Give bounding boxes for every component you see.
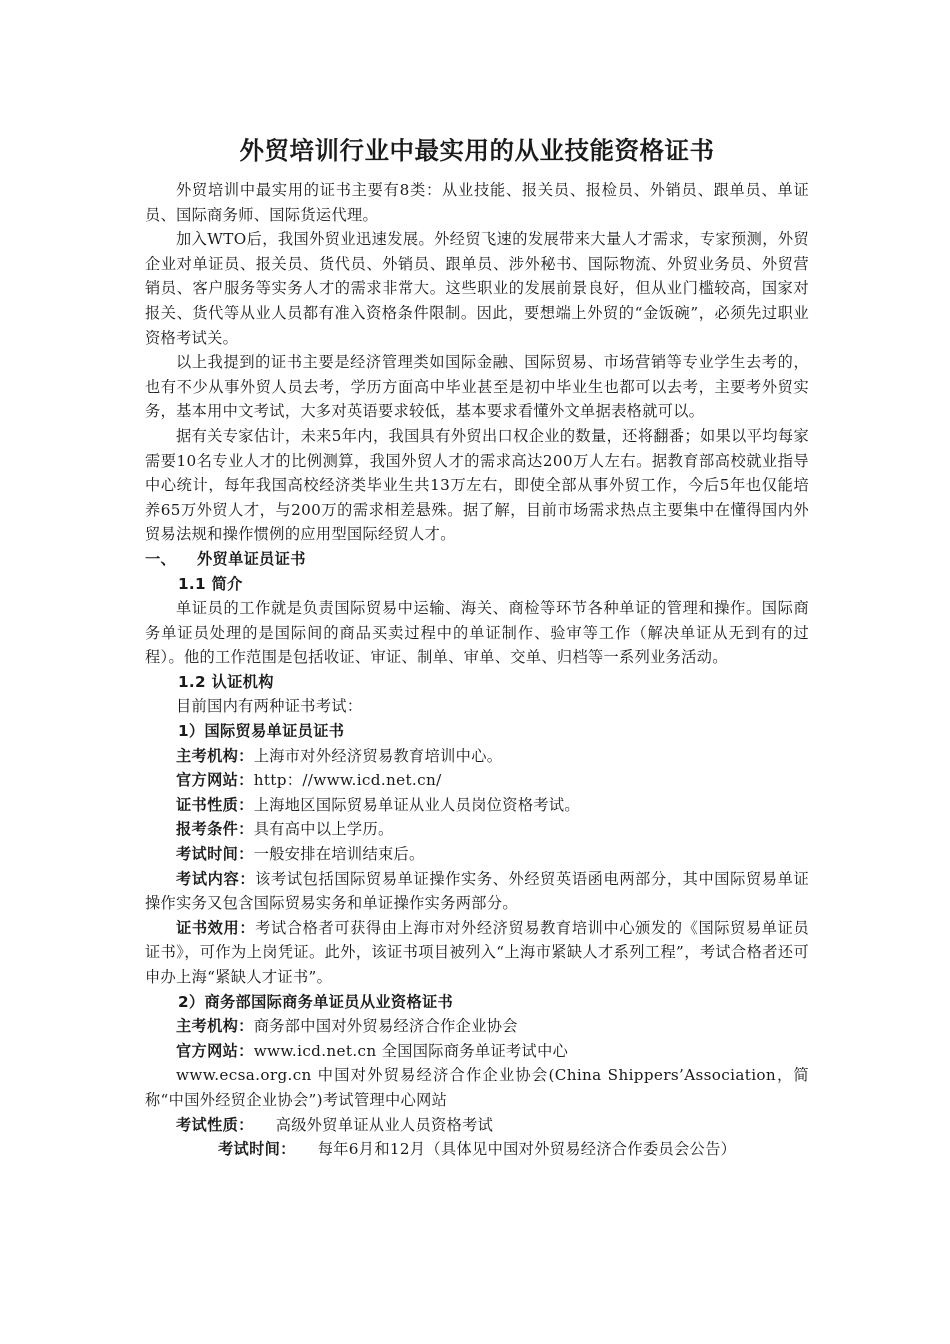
section-1-1-heading: 1.1 简介 bbox=[178, 574, 243, 593]
cert-2-site-label: 官方网站： bbox=[176, 1041, 254, 1060]
cert-1-nature-label: 证书性质： bbox=[176, 795, 254, 814]
cert-1-effect-label: 证书效用： bbox=[176, 918, 256, 937]
cert-2-time-value: 每年6月和12月（具体见中国对外贸易经济合作委员会公告） bbox=[317, 1140, 737, 1159]
cert-2-time bbox=[145, 1137, 809, 1162]
cert-1-heading: 1）国际贸易单证员证书 bbox=[178, 722, 345, 741]
section-1-heading bbox=[145, 547, 809, 572]
intro-paragraph-3: 以上我提到的证书主要是经济管理类如国际金融、国际贸易、市场营销等专业学生去考的，也有不少从事外贸人员去考，学历方面高中毕业甚至是初中毕业生也都可以去考，主要考外贸实务，基本用中文考试，大多对英语要求较低，基本要求看懂外文单据表格就可以。 bbox=[145, 353, 809, 421]
cert-1-effect-value: 考试合格者可获得由上海市对外经济贸易教育培训中心颁发的《国际贸易单证员证书》，可作为上岗凭证。此外，该证书项目被列入“上海市紧缺人才系列工程”，考试合格者还可申办上海“紧缺人才证书”。 bbox=[145, 918, 810, 986]
cert-2-time-label: 考试时间： bbox=[218, 1140, 296, 1159]
document-title: 外贸培训行业中最实用的从业技能资格证书 bbox=[239, 136, 715, 165]
cert-1-content-label: 考试内容： bbox=[176, 869, 256, 888]
cert-1-time bbox=[145, 842, 809, 867]
cert-1-req-value: 具有高中以上学历。 bbox=[253, 820, 394, 839]
cert-1-site-label: 官方网站： bbox=[176, 771, 254, 790]
cert-1-content bbox=[145, 867, 809, 916]
cert-2-nature-label: 考试性质： bbox=[176, 1115, 254, 1134]
cert-1-time-label: 考试时间： bbox=[176, 845, 254, 864]
cert-1-org bbox=[145, 744, 809, 769]
cert-1-org-value: 上海市对外经济贸易教育培训中心。 bbox=[253, 746, 503, 765]
cert-2-org-value: 商务部中国对外贸易经济合作企业协会 bbox=[253, 1017, 518, 1036]
cert-2-site-value: www.icd.net.cn 全国国际商务单证考试中心 bbox=[253, 1041, 569, 1060]
cert-2-nature-value: 高级外贸单证从业人员资格考试 bbox=[275, 1115, 494, 1134]
section-1-1-text: 单证员的工作就是负责国际贸易中运输、海关、商检等环节各种单证的管理和操作。国际商务单证员处理的是国际间的商品买卖过程中的单证制作、验审等工作（解决单证从无到有的过程）。他的工作范围是包括收证、审证、制单、审单、交单、归档等一系列业务活动。 bbox=[145, 599, 809, 667]
section-1-title: 外贸单证员证书 bbox=[197, 549, 306, 568]
cert-2-site-2: www.ecsa.org.cn 中国对外贸易经济合作企业协会(China Shippers’Association，简称“中国外经贸企业协会”)考试管理中心网站 bbox=[145, 1066, 809, 1109]
cert-2-org bbox=[145, 1014, 809, 1039]
cert-2-heading: 2）商务部国际商务单证员从业资格证书 bbox=[178, 992, 454, 1011]
section-1-number: 一、 bbox=[145, 549, 177, 568]
cert-2-org-label: 主考机构： bbox=[176, 1017, 254, 1036]
cert-1-site bbox=[145, 768, 809, 793]
cert-1-req-label: 报考条件： bbox=[176, 820, 254, 839]
cert-1-site-value: http：//www.icd.net.cn/ bbox=[253, 771, 442, 790]
intro-paragraph-1: 外贸培训中最实用的证书主要有8类：从业技能、报关员、报检员、外销员、跟单员、单证员、国际商务师、国际货运代理。 bbox=[145, 181, 809, 224]
section-1-2-heading: 1.2 认证机构 bbox=[178, 672, 274, 691]
intro-paragraph-4: 据有关专家估计，未来5年内，我国具有外贸出口权企业的数量，还将翻番；如果以平均每家需要10名专业人才的比例测算，我国外贸人才的需求高达200万人左右。据教育部高校就业指导中心统计，每年我国高校经济类毕业生共13万左右，即使全部从事外贸工作，今后5年也仅能培养65万外贸人才，与200万的需求相差悬殊。据了解，目前市场需求热点主要集中在懂得国内外贸易法规和操作惯例的应用型国际经贸人才。 bbox=[145, 426, 809, 544]
cert-1-nature-value: 上海地区国际贸易单证从业人员岗位资格考试。 bbox=[253, 795, 580, 814]
cert-1-time-value: 一般安排在培训结束后。 bbox=[253, 845, 425, 864]
cert-1-req bbox=[145, 817, 809, 842]
cert-1-content-value: 该考试包括国际贸易单证操作实务、外经贸英语函电两部分，其中国际贸易单证操作实务又包含国际贸易实务和单证操作实务两部分。 bbox=[145, 869, 810, 913]
cert-1-nature bbox=[145, 793, 809, 818]
cert-2-site bbox=[145, 1039, 809, 1064]
intro-paragraph-2: 加入WTO后，我国外贸业迅速发展。外经贸飞速的发展带来大量人才需求，专家预测，外贸企业对单证员、报关员、货代员、外销员、跟单员、涉外秘书、国际物流、外贸业务员、外贸营销员、客户服务等实务人才的需求非常大。这些职业的发展前景良好，但从业门槛较高，国家对报关、货代等从业人员都有准入资格条件限制。因此，要想端上外贸的“金饭碗”，必须先过职业资格考试关。 bbox=[145, 230, 809, 347]
cert-1-org-label: 主考机构： bbox=[176, 746, 254, 765]
cert-2-nature bbox=[145, 1113, 809, 1138]
section-1-2-intro: 目前国内有两种证书考试： bbox=[176, 697, 363, 716]
cert-1-effect bbox=[145, 916, 809, 990]
document-body bbox=[145, 134, 809, 1162]
